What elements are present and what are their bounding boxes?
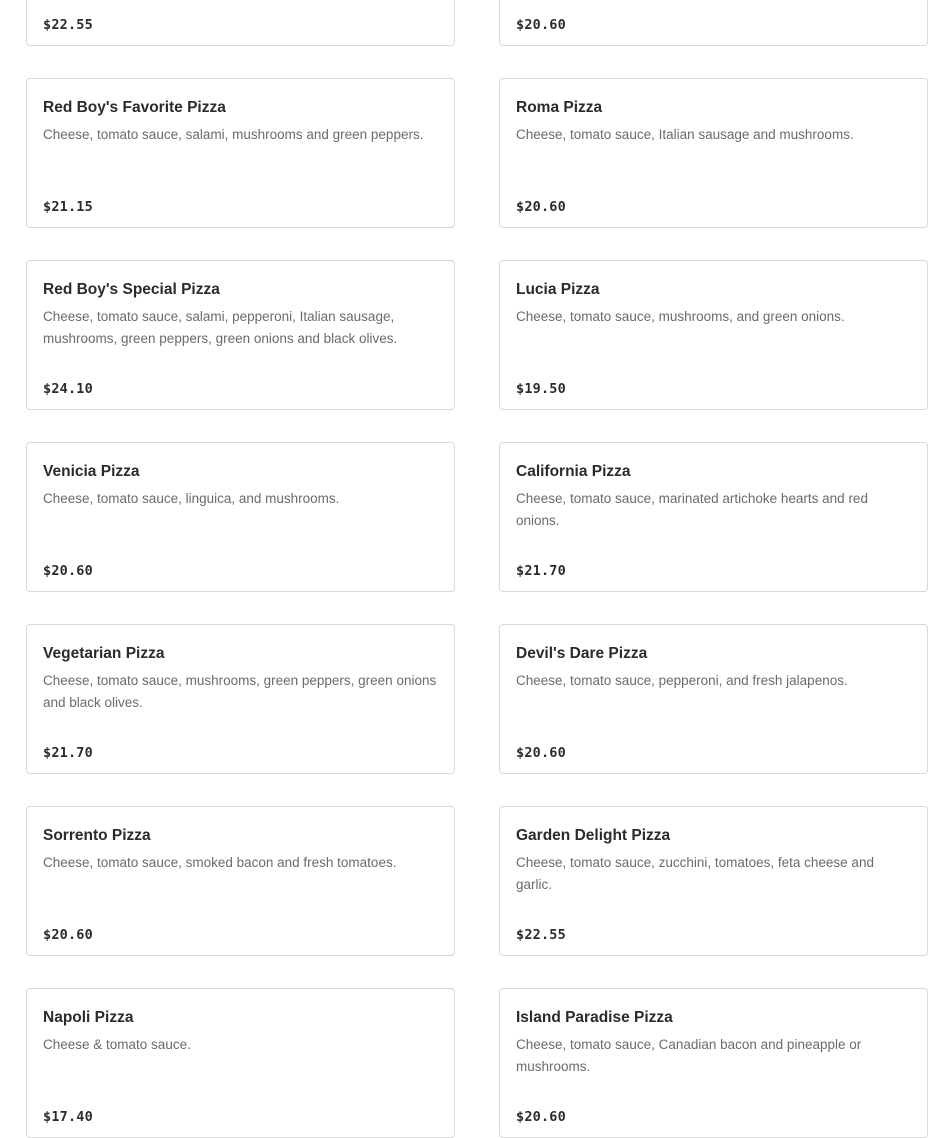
menu-item-description: Cheese, tomato sauce, linguica, and mushrooms. <box>43 491 340 506</box>
menu-item-card[interactable] <box>499 988 928 1138</box>
menu-item-description: Cheese, tomato sauce, salami, pepperoni, Italian sausage, mushrooms, green peppers, green onions and black olives. <box>43 309 398 346</box>
menu-item-name: Devil's Dare Pizza <box>516 645 648 662</box>
menu-item-price: $20.60 <box>43 563 93 579</box>
menu-item-price: $17.40 <box>43 1109 93 1125</box>
menu-item-card[interactable] <box>26 988 455 1138</box>
menu-item-name: Roma Pizza <box>516 99 603 116</box>
menu-item-name: Lucia Pizza <box>516 281 600 298</box>
menu-item-name: California Pizza <box>516 463 631 480</box>
menu-item-price: $22.55 <box>516 927 566 943</box>
menu-item-description: Cheese, tomato sauce, mushrooms, and green onions. <box>516 309 845 324</box>
menu-item-price: $22.55 <box>43 17 93 33</box>
menu-item-name: Napoli Pizza <box>43 1009 134 1026</box>
menu-item-name: Sorrento Pizza <box>43 827 151 844</box>
menu-item-price: $21.70 <box>516 563 566 579</box>
menu-item-card[interactable] <box>499 260 928 410</box>
menu-item-price: $20.60 <box>43 927 93 943</box>
menu-item-price: $20.60 <box>516 745 566 761</box>
menu-item-description: Cheese, tomato sauce, marinated artichoke hearts and red onions. <box>516 491 868 528</box>
menu-item-card[interactable] <box>26 624 455 774</box>
menu-item-description: Cheese, tomato sauce, smoked bacon and fresh tomatoes. <box>43 855 397 870</box>
menu-item-price: $24.10 <box>43 381 93 397</box>
menu-item-description: Cheese & tomato sauce. <box>43 1037 191 1052</box>
menu-item-price: $21.15 <box>43 199 93 215</box>
menu-item-card[interactable] <box>499 442 928 592</box>
menu-item-price: $20.60 <box>516 17 566 33</box>
menu-item-card[interactable] <box>499 78 928 228</box>
menu-item-name: Red Boy's Special Pizza <box>43 281 220 298</box>
menu-item-name: Venicia Pizza <box>43 463 140 480</box>
menu-item-card[interactable] <box>26 0 455 46</box>
menu-item-description: Cheese, tomato sauce, zucchini, tomatoes, feta cheese and garlic. <box>516 855 874 892</box>
menu-item-price: $19.50 <box>516 381 566 397</box>
menu-item-card[interactable] <box>499 806 928 956</box>
menu-item-price: $20.60 <box>516 1109 566 1125</box>
menu-item-name: Vegetarian Pizza <box>43 645 165 662</box>
menu-item-name: Garden Delight Pizza <box>516 827 671 844</box>
menu-item-name: Island Paradise Pizza <box>516 1009 673 1026</box>
menu-item-price: $20.60 <box>516 199 566 215</box>
menu-item-description: Cheese, tomato sauce, pepperoni, and fresh jalapenos. <box>516 673 848 688</box>
menu-item-description: Cheese, tomato sauce, Canadian bacon and pineapple or mushrooms. <box>516 1037 862 1074</box>
menu-item-card[interactable] <box>26 78 455 228</box>
menu-item-price: $21.70 <box>43 745 93 761</box>
menu-item-description: Cheese, tomato sauce, mushrooms, green peppers, green onions and black olives. <box>43 673 437 710</box>
menu-item-card[interactable] <box>26 442 455 592</box>
menu-item-card[interactable] <box>499 0 928 46</box>
menu-item-card[interactable] <box>26 806 455 956</box>
menu-items-grid <box>26 0 928 1138</box>
menu-item-name: Red Boy's Favorite Pizza <box>43 99 226 116</box>
menu-item-description: Cheese, tomato sauce, salami, mushrooms and green peppers. <box>43 127 424 142</box>
menu-item-description: Cheese, tomato sauce, Italian sausage and mushrooms. <box>516 127 854 142</box>
menu-item-card[interactable] <box>26 260 455 410</box>
menu-item-card[interactable] <box>499 624 928 774</box>
